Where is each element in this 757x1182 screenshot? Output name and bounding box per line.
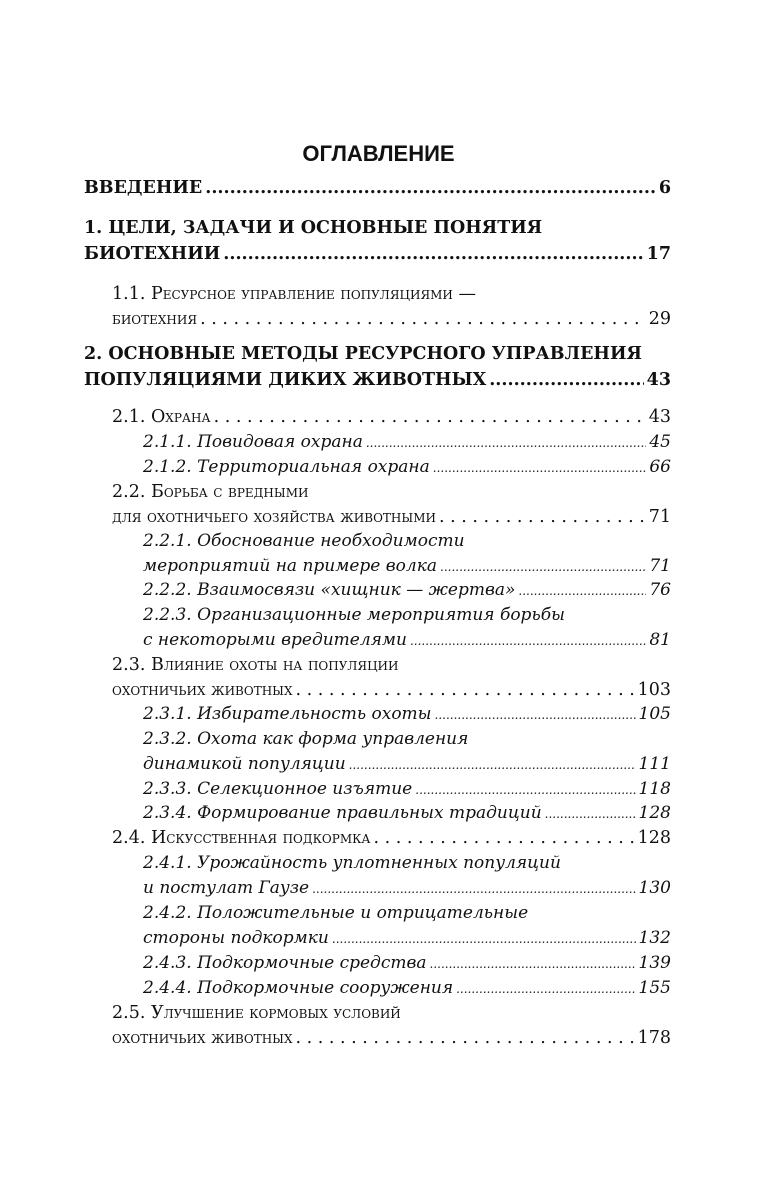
toc-page-number: 45 [649, 432, 671, 452]
toc-entry-text: 2. ОСНОВНЫЕ МЕТОДЫ РЕСУРСНОГО УПРАВЛЕНИЯ [84, 344, 642, 364]
toc-page-number: 6 [658, 178, 671, 198]
toc-entry-chapter-2-cont[interactable] [84, 370, 671, 390]
dot-leader [410, 634, 646, 648]
toc-entry-2-2-1[interactable] [143, 531, 671, 551]
toc-entry-2-4-1-cont[interactable] [143, 878, 671, 898]
dot-leader [332, 932, 636, 946]
dot-leader [456, 982, 635, 996]
toc-entry-2-4-2-cont[interactable] [143, 928, 671, 948]
toc-entry-2-1-1[interactable] [143, 432, 671, 452]
toc-entry-text: 2.4.4. Подкормочные сооружения [143, 978, 454, 998]
toc-entry-2-2-3-cont[interactable] [143, 630, 671, 650]
toc-entry-2-2-cont[interactable] [112, 507, 671, 527]
toc-page-number: 111 [638, 754, 671, 774]
toc-entry-text: 2.3.4. Формирование правильных традиций [143, 803, 542, 823]
dot-leader [440, 560, 646, 574]
toc-page-number: 76 [649, 580, 671, 600]
dot-leader [545, 807, 636, 821]
toc-entry-text: 2.3.3. Селекционное изъятие [143, 779, 413, 799]
toc-page-number: 43 [648, 407, 671, 427]
toc-entry-2-2-3[interactable] [143, 605, 671, 625]
toc-page-number: 139 [638, 953, 671, 973]
toc-entry-2-2-2[interactable] [143, 580, 671, 600]
toc-entry-text: 1.1. Ресурсное управление популяциями — [112, 284, 476, 304]
toc-entry-text: биотехния [112, 309, 198, 329]
toc-entry-text: мероприятий на примере волка [143, 556, 437, 576]
dot-leader [296, 1028, 635, 1048]
toc-entry-2-3[interactable] [112, 655, 671, 675]
toc-page-number: 128 [637, 828, 671, 848]
toc-page-number: 66 [649, 457, 671, 477]
toc-page-number: 118 [638, 779, 671, 799]
toc-entry-text: 1. ЦЕЛИ, ЗАДАЧИ И ОСНОВНЫЕ ПОНЯТИЯ [84, 218, 543, 238]
toc-entry-1-1[interactable] [112, 284, 671, 304]
dot-leader [415, 783, 635, 797]
toc-page-number: 81 [649, 630, 671, 650]
dot-leader [296, 680, 635, 700]
toc-entry-text: для охотничьего хозяйства животными [112, 507, 436, 527]
toc-title: ОГЛАВЛЕНИЕ [302, 141, 455, 166]
toc-entry-2-4-2[interactable] [143, 903, 671, 923]
toc-page-number: 71 [648, 507, 671, 527]
dot-leader [205, 178, 656, 198]
dot-leader [214, 407, 646, 427]
toc-entry-text: охотничьих животных [112, 680, 293, 700]
toc-page-number: 105 [638, 704, 671, 724]
dot-leader [518, 584, 646, 598]
toc-entry-text: 2.2.2. Взаимосвязи «хищник — жертва» [143, 580, 516, 600]
toc-entry-text: и постулат Гаузе [143, 878, 310, 898]
toc-entry-text: динамикой популяции [143, 754, 346, 774]
toc-entry-text: 2.2. Борьба с вредными [112, 482, 309, 502]
toc-page-number: 130 [638, 878, 671, 898]
toc-entry-2-5[interactable] [112, 1003, 671, 1023]
toc-entry-2-4[interactable] [112, 828, 671, 848]
toc-entry-text: ВВЕДЕНИЕ [84, 178, 203, 198]
toc-entry-text: 2.3.2. Охота как форма управления [143, 729, 469, 749]
toc-entry-text: 2.2.1. Обоснование необходимости [143, 531, 465, 551]
toc-entry-introduction[interactable] [84, 178, 671, 198]
dot-leader [349, 758, 636, 772]
dot-leader [366, 436, 647, 450]
dot-leader [223, 244, 643, 264]
toc-entry-chapter-2[interactable] [84, 344, 671, 364]
dot-leader [374, 828, 635, 848]
toc-entry-text: 2.2.3. Организационные мероприятия борьбы [143, 605, 565, 625]
toc-entry-2-3-cont[interactable] [112, 680, 671, 700]
toc-entry-text: 2.3. Влияние охоты на популяции [112, 655, 399, 675]
toc-entry-text: 2.1.2. Территориальная охрана [143, 457, 430, 477]
toc-page-number: 43 [646, 370, 671, 390]
toc-entry-text: 2.4.2. Положительные и отрицательные [143, 903, 529, 923]
toc-page-number: 71 [649, 556, 671, 576]
dot-leader [430, 957, 636, 971]
toc-entry-2-3-2[interactable] [143, 729, 671, 749]
toc-entry-text: стороны подкормки [143, 928, 329, 948]
toc-entry-2-3-1[interactable] [143, 704, 671, 724]
toc-page-number: 132 [638, 928, 671, 948]
dot-leader [489, 370, 643, 390]
toc-entry-2-1[interactable] [112, 407, 671, 427]
toc-entry-text: 2.3.1. Избирательность охоты [143, 704, 432, 724]
dot-leader [435, 708, 636, 722]
toc-entry-2-4-3[interactable] [143, 953, 671, 973]
toc-entry-text: 2.4.1. Урожайность уплотненных популяций [143, 853, 561, 873]
toc-entry-2-4-4[interactable] [143, 978, 671, 998]
toc-entry-text: с некоторыми вредителями [143, 630, 407, 650]
toc-entry-text: 2.4. Искусственная подкормка [112, 828, 371, 848]
toc-page-number: 29 [648, 309, 671, 329]
dot-leader [439, 507, 646, 527]
toc-entry-2-3-2-cont[interactable] [143, 754, 671, 774]
toc-entry-text: охотничьих животных [112, 1028, 293, 1048]
toc-entry-2-2[interactable] [112, 482, 671, 502]
toc-entry-text: 2.1. Охрана [112, 407, 211, 427]
dot-leader [312, 882, 635, 896]
toc-entry-text: БИОТЕХНИИ [84, 244, 221, 264]
toc-page-number: 128 [638, 803, 671, 823]
dot-leader [200, 309, 646, 329]
toc-entry-text: ПОПУЛЯЦИЯМИ ДИКИХ ЖИВОТНЫХ [84, 370, 487, 390]
toc-entry-chapter-1-cont[interactable] [84, 244, 671, 264]
toc-entry-2-5-cont[interactable] [112, 1028, 671, 1048]
toc-page-number: 17 [646, 244, 671, 264]
toc-entry-1-1-cont[interactable] [112, 309, 671, 329]
toc-entry-2-3-4[interactable] [143, 803, 671, 823]
toc-page-number: 103 [637, 680, 671, 700]
toc-entry-text: 2.4.3. Подкормочные средства [143, 953, 427, 973]
toc-entry-2-4-1[interactable] [143, 853, 671, 873]
toc-page-number: 178 [637, 1028, 671, 1048]
toc-entry-text: 2.5. Улучшение кормовых условий [112, 1003, 401, 1023]
toc-entry-2-2-1-cont[interactable] [143, 556, 671, 576]
toc-entry-chapter-1[interactable] [84, 218, 671, 238]
toc-entry-2-3-3[interactable] [143, 779, 671, 799]
toc-page-number: 155 [638, 978, 671, 998]
toc-entry-2-1-2[interactable] [143, 457, 671, 477]
dot-leader [433, 461, 647, 475]
toc-entry-text: 2.1.1. Повидовая охрана [143, 432, 363, 452]
